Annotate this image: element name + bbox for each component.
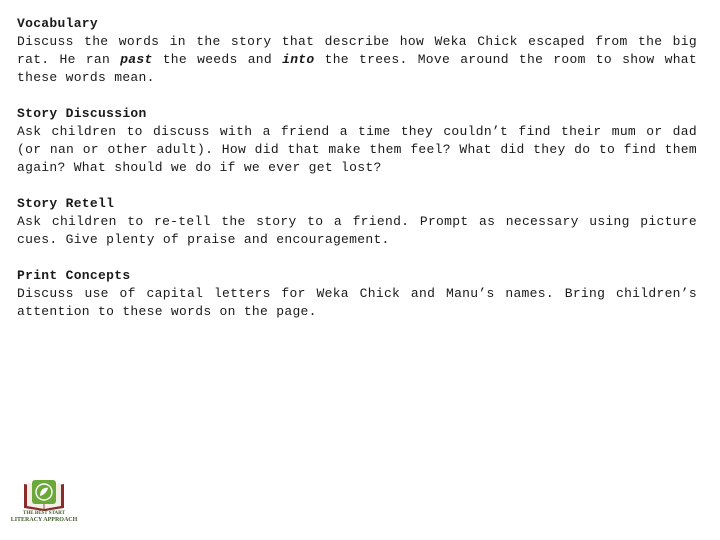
- vocabulary-text-part-2: the weeds and: [152, 52, 283, 67]
- story-discussion-heading: Story Discussion: [17, 106, 147, 121]
- logo-line-2: LITERACY APPROACH: [10, 517, 78, 523]
- story-discussion-text: Ask children to discuss with a friend a time they couldn’t find their mum or dad (or nan or other adult). How did that make them feel? What did they do to find them again? What should we do if we ever get lost?: [17, 124, 697, 175]
- vocabulary-emphasis-past: past: [120, 52, 153, 67]
- story-retell-text: Ask children to re-tell the story to a friend. Prompt as necessary using picture cues. Give plenty of praise and encouragement.: [17, 214, 697, 247]
- vocabulary-text: [17, 33, 697, 87]
- story-retell-section: [17, 195, 697, 249]
- logo-line-1: THE BEST START: [23, 511, 65, 516]
- literacy-approach-logo: [10, 478, 78, 530]
- vocabulary-emphasis-into: into: [282, 52, 315, 67]
- print-concepts-section: [17, 267, 697, 321]
- vocabulary-section: [17, 15, 697, 87]
- vocabulary-text-part-1: Discuss the words in the story that describe how Weka Chick escaped from the big rat. He ran: [17, 34, 697, 67]
- book-leaf-logo-icon: [10, 478, 78, 512]
- guide-page: [17, 15, 697, 339]
- story-discussion-section: [17, 105, 697, 177]
- story-retell-heading: Story Retell: [17, 196, 115, 211]
- vocabulary-text-part-3: the trees. Move around the room to show what these words mean.: [17, 52, 698, 85]
- vocabulary-heading: Vocabulary: [17, 16, 99, 31]
- print-concepts-heading: Print Concepts: [17, 268, 131, 283]
- print-concepts-text: Discuss use of capital letters for Weka Chick and Manu’s names. Bring children’s attention to these words on the page.: [17, 286, 697, 319]
